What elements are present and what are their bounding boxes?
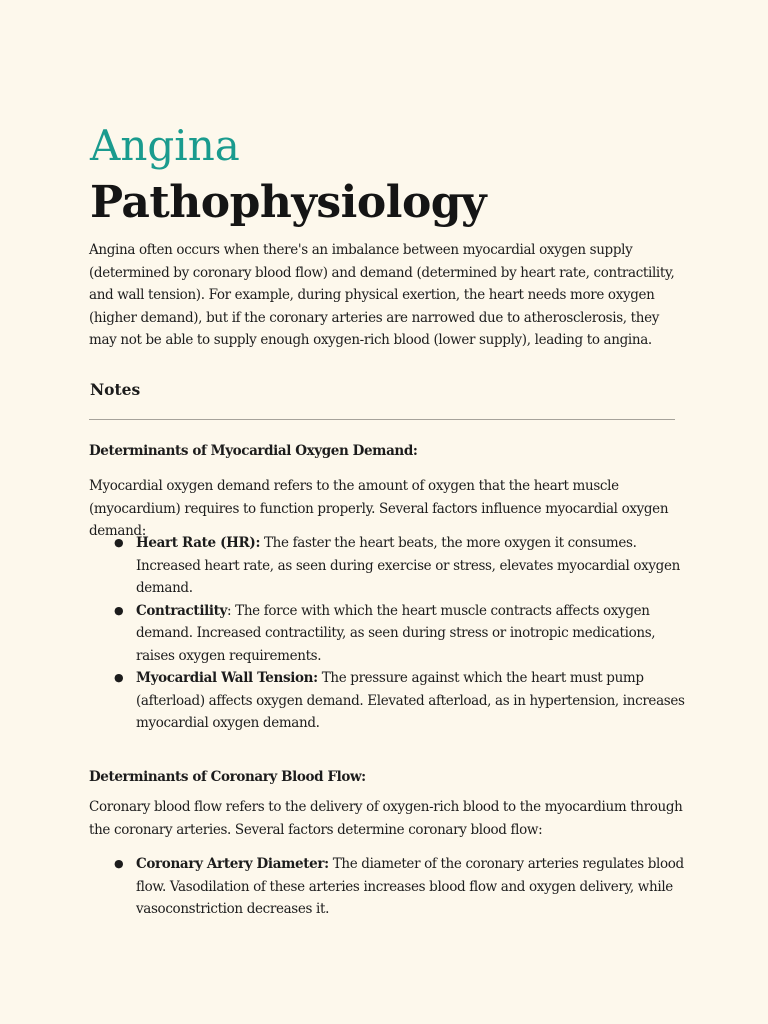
bullet-text: The diameter of the coronary arteries regulates blood flow. Vasodilation of these arteries increases blood flow and oxygen delivery, while vasoconstriction decreases it. bbox=[136, 856, 684, 917]
section-heading-oxygen-demand: Determinants of Myocardial Oxygen Demand: bbox=[89, 443, 418, 459]
bullet-text: The faster the heart beats, the more oxygen it consumes. Increased heart rate, as seen during exercise or stress, elevates myocardial oxygen demand. bbox=[136, 535, 680, 596]
section-heading-coronary-flow: Determinants of Coronary Blood Flow: bbox=[89, 769, 366, 785]
bullet-text: : The force with which the heart muscle contracts affects oxygen demand. Increased contractility, as seen during stress or inotropic medications, raises oxygen requirements. bbox=[136, 602, 656, 664]
notes-divider bbox=[89, 419, 675, 420]
bullet-term: Coronary Artery Diameter: bbox=[136, 856, 329, 872]
bullet-icon: ● bbox=[114, 857, 124, 870]
notes-heading: Notes bbox=[90, 380, 141, 399]
page-title: Pathophysiology bbox=[90, 177, 487, 228]
list-item bbox=[110, 853, 685, 921]
bullet-text: The pressure against which the heart must pump (afterload) affects oxygen demand. Elevated afterload, as in hypertension, increases myocardial oxygen demand. bbox=[136, 670, 685, 731]
oxygen-demand-list bbox=[110, 532, 685, 735]
section-body-coronary-flow: Coronary blood flow refers to the delivery of oxygen-rich blood to the myocardium through the coronary arteries. Several factors determine coronary blood flow: bbox=[89, 799, 683, 838]
section-body-oxygen-demand: Myocardial oxygen demand refers to the amount of oxygen that the heart muscle (myocardium) requires to function properly. Several factors influence myocardial oxygen demand: bbox=[89, 478, 669, 539]
bullet-term: Myocardial Wall Tension: bbox=[136, 670, 318, 686]
title-accent: Angina bbox=[90, 121, 240, 170]
list-item bbox=[110, 600, 685, 668]
bullet-icon: ● bbox=[114, 536, 124, 549]
coronary-flow-list bbox=[110, 853, 685, 921]
list-item bbox=[110, 667, 685, 735]
list-item bbox=[110, 532, 685, 600]
intro-paragraph: Angina often occurs when there's an imbalance between myocardial oxygen supply (determined by coronary blood flow) and demand (determined by heart rate, contractility, and wall tension). For example, during physical exertion, the heart needs more oxygen (higher demand), but if the coronary arteries are narrowed due to atherosclerosis, they may not be able to supply enough oxygen-rich blood (lower supply), leading to angina. bbox=[89, 242, 675, 348]
bullet-term: Heart Rate (HR): bbox=[136, 535, 261, 551]
bullet-icon: ● bbox=[114, 671, 124, 684]
bullet-term: Contractility bbox=[136, 602, 228, 619]
bullet-icon: ● bbox=[114, 603, 124, 617]
